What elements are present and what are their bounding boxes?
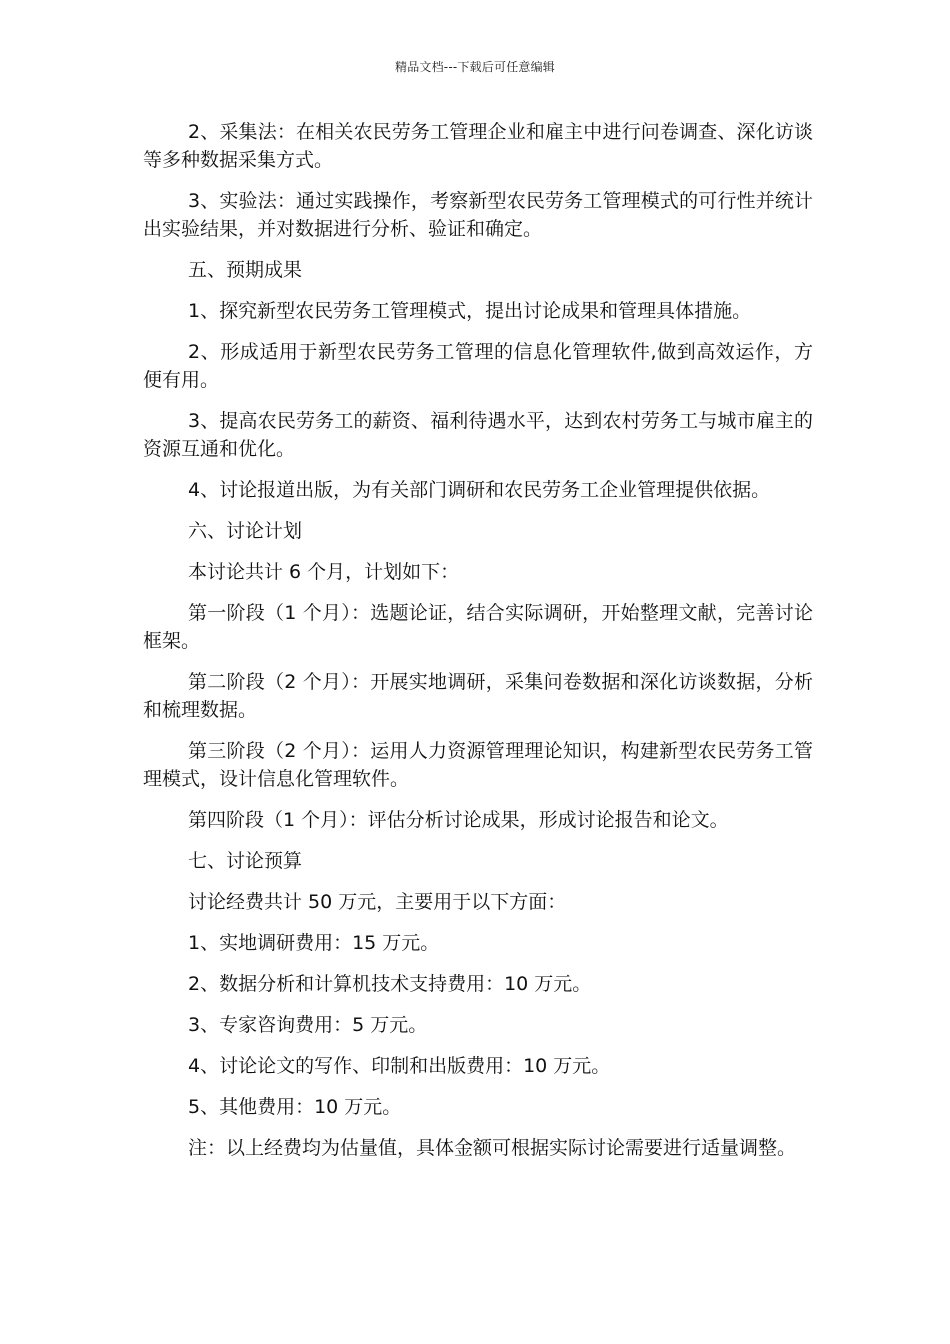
paragraph-budget-item-2: 2、数据分析和计算机技术支持费用：10 万元。 [188, 973, 592, 995]
paragraph-budget-item-3: 3、专家咨询费用：5 万元。 [188, 1014, 428, 1036]
section-heading-budget: 七、讨论预算 [188, 850, 303, 872]
paragraph-method-collection: 2、采集法：在相关农民劳务工管理企业和雇主中进行问卷调查、深化访谈等多种数据采集方式。 [143, 121, 813, 171]
paragraph-budget-note: 注：以上经费均为估量值，具体金额可根据实际讨论需要进行适量调整。 [188, 1137, 797, 1159]
paragraph-budget-item-5: 5、其他费用：10 万元。 [188, 1096, 402, 1118]
paragraph-plan-intro: 本讨论共计 6 个月，计划如下： [188, 561, 460, 583]
document-body [143, 118, 813, 1175]
paragraph-method-experiment: 3、实验法：通过实践操作，考察新型农民劳务工管理模式的可行性并统计出实验结果，并对数据进行分析、验证和确定。 [143, 190, 813, 240]
paragraph-budget-intro: 讨论经费共计 50 万元，主要用于以下方面： [188, 891, 567, 913]
section-heading-plan: 六、讨论计划 [188, 520, 303, 542]
paragraph-result-4: 4、讨论报道出版，为有关部门调研和农民劳务工企业管理提供依据。 [188, 479, 771, 501]
paragraph-plan-stage-2: 第二阶段（2 个月）：开展实地调研，采集问卷数据和深化访谈数据，分析和梳理数据。 [143, 671, 813, 721]
section-heading-expected-results: 五、预期成果 [188, 259, 303, 281]
paragraph-plan-stage-3: 第三阶段（2 个月）：运用人力资源管理理论知识，构建新型农民劳务工管理模式，设计信息化管理软件。 [143, 740, 813, 790]
paragraph-result-3: 3、提高农民劳务工的薪资、福利待遇水平，达到农村劳务工与城市雇主的资源互通和优化。 [143, 410, 813, 460]
page-header: 精品文档---下载后可任意编辑 [395, 60, 555, 74]
paragraph-result-2: 2、形成适用于新型农民劳务工管理的信息化管理软件,做到高效运作，方便有用。 [143, 341, 813, 391]
paragraph-plan-stage-1: 第一阶段（1 个月）：选题论证，结合实际调研，开始整理文献，完善讨论框架。 [143, 602, 813, 652]
paragraph-budget-item-4: 4、讨论论文的写作、印制和出版费用：10 万元。 [188, 1055, 611, 1077]
paragraph-plan-stage-4: 第四阶段（1 个月）：评估分析讨论成果，形成讨论报告和论文。 [188, 809, 729, 831]
paragraph-result-1: 1、探究新型农民劳务工管理模式，提出讨论成果和管理具体措施。 [188, 300, 752, 322]
paragraph-budget-item-1: 1、实地调研费用：15 万元。 [188, 932, 440, 954]
